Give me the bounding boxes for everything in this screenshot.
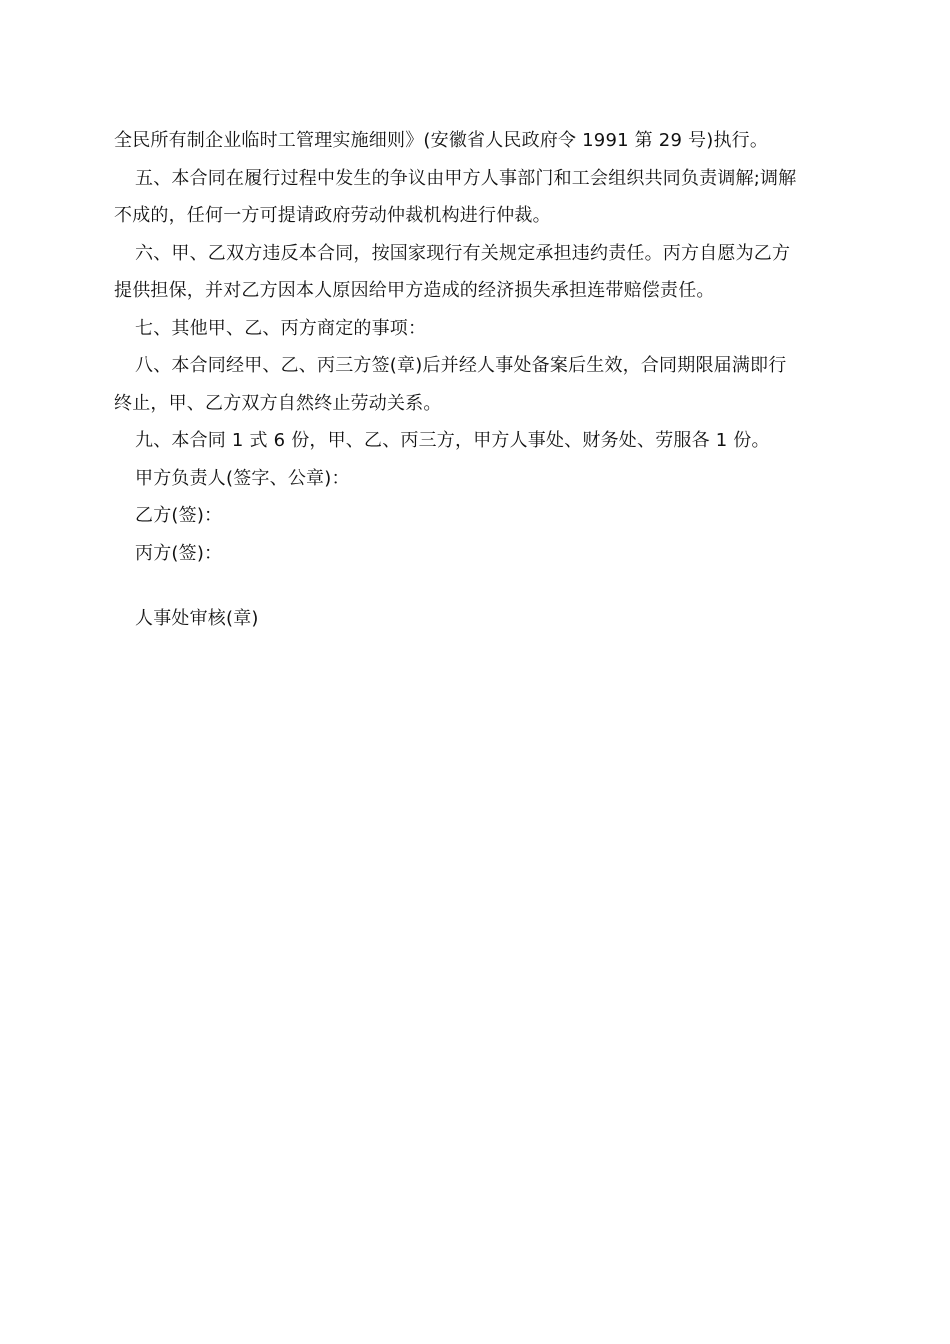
clause-five-line-2: 不成的，任何一方可提请政府劳动仲裁机构进行仲裁。: [114, 205, 551, 226]
signature-party-c: 丙方(签)：: [135, 542, 223, 564]
clause-seven: 七、其他甲、乙、丙方商定的事项：: [135, 317, 427, 339]
clause-five-line-1: 五、本合同在履行过程中发生的争议由甲方人事部门和工会组织共同负责调解;调解: [135, 167, 797, 189]
clause-six-line-2: 提供担保，并对乙方因本人原因给甲方造成的经济损失承担连带赔偿责任。: [114, 280, 715, 301]
blank-spacer: [114, 572, 836, 600]
hr-review-seal: 人事处审核(章): [135, 608, 259, 629]
clause-six-line-1: 六、甲、乙双方违反本合同，按国家现行有关规定承担违约责任。丙方自愿为乙方: [135, 242, 791, 264]
document-body: [114, 122, 836, 638]
clause-nine: 九、本合同 1 式 6 份，甲、乙、丙三方，甲方人事处、财务处、劳服各 1 份。: [135, 430, 770, 451]
clause-eight-line-2: 终止，甲、乙方双方自然终止劳动关系。: [114, 392, 442, 414]
signature-party-a: 甲方负责人(签字、公章)：: [135, 467, 350, 489]
signature-party-b: 乙方(签)：: [135, 505, 223, 526]
text-line-regulation-ref: 全民所有制企业临时工管理实施细则》(安徽省人民政府令 1991 第 29 号)执行。: [114, 130, 769, 151]
clause-eight-line-1: 八、本合同经甲、乙、丙三方签(章)后并经人事处备案后生效，合同期限届满即行: [135, 355, 787, 376]
